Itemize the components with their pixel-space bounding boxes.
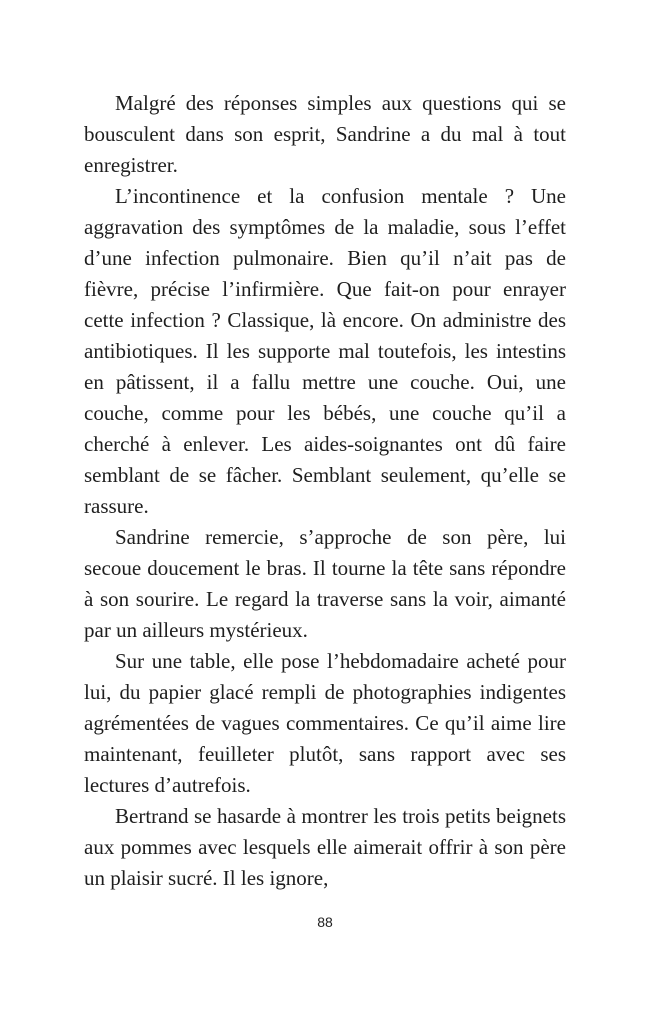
paragraph: Malgré des réponses simples aux questions qui se bousculent dans son esprit, Sandrine a du mal à tout enregistrer. <box>84 91 566 177</box>
paragraph: Sandrine remercie, s’approche de son père, lui secoue doucement le bras. Il tourne la tête sans répondre à son sourire. Le regard la traverse sans la voir, aimanté par un ailleurs mystérieux. <box>84 525 566 642</box>
page-body <box>84 88 566 894</box>
paragraph: L’incontinence et la confusion mentale ? Une aggravation des symptômes de la maladie, sous l’effet d’une infection pulmonaire. Bien qu’il n’ait pas de fièvre, précise l’infirmière. Que fait-on pour enrayer cette infection ? Classique, là encore. On administre des antibiotiques. Il les supporte mal toutefois, les intestins en pâtissent, il a fallu mettre une couche. Oui, une couche, comme pour les bébés, une couche qu’il a cherché à enlever. Les aides-soignantes ont dû faire semblant de se fâcher. Semblant seulement, qu’elle se rassure. <box>84 184 566 518</box>
paragraph: Bertrand se hasarde à montrer les trois petits beignets aux pommes avec lesquels elle aimerait offrir à son père un plaisir sucré. Il les ignore, <box>84 804 566 890</box>
page-number: 88 <box>317 914 333 930</box>
paragraph: Sur une table, elle pose l’hebdomadaire acheté pour lui, du papier glacé rempli de photographies indigentes agrémentées de vagues commentaires. Ce qu’il aime lire maintenant, feuilleter plutôt, sans rapport avec ses lectures d’autrefois. <box>84 649 566 797</box>
